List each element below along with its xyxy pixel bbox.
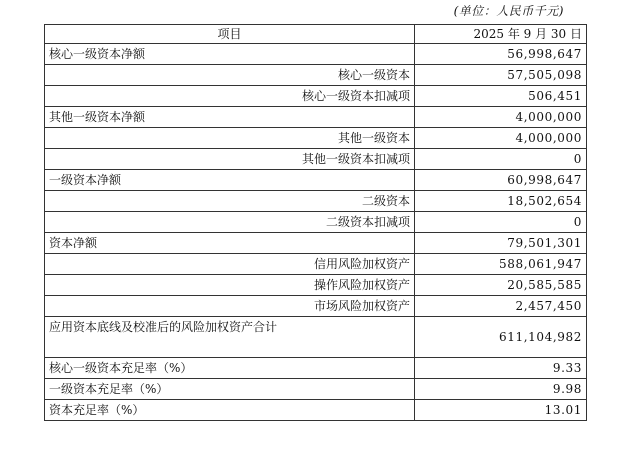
unit-note: (单位：人民币千元) bbox=[453, 4, 564, 18]
row-label: 其他一级资本净额 bbox=[45, 107, 415, 128]
table-row bbox=[45, 296, 587, 317]
header-item: 项目 bbox=[45, 25, 415, 44]
row-value: 13.01 bbox=[415, 400, 587, 421]
row-label: 信用风险加权资产 bbox=[45, 254, 415, 275]
capital-adequacy-table bbox=[44, 24, 587, 421]
row-value: 0 bbox=[415, 149, 587, 170]
row-value: 588,061,947 bbox=[415, 254, 587, 275]
table-row bbox=[45, 149, 587, 170]
table-row bbox=[45, 128, 587, 149]
row-label: 其他一级资本扣减项 bbox=[45, 149, 415, 170]
header-date: 2025 年 9 月 30 日 bbox=[415, 25, 587, 44]
row-value: 9.33 bbox=[415, 358, 587, 379]
row-label: 核心一级资本充足率（%） bbox=[45, 358, 415, 379]
row-label: 核心一级资本扣减项 bbox=[45, 86, 415, 107]
row-label: 核心一级资本净额 bbox=[45, 44, 415, 65]
table-row bbox=[45, 212, 587, 233]
row-value: 506,451 bbox=[415, 86, 587, 107]
row-label: 市场风险加权资产 bbox=[45, 296, 415, 317]
table-header-row bbox=[45, 25, 587, 44]
table-row bbox=[45, 275, 587, 296]
table-row bbox=[45, 254, 587, 275]
table-row bbox=[45, 86, 587, 107]
row-value: 0 bbox=[415, 212, 587, 233]
row-value: 611,104,982 bbox=[415, 317, 587, 358]
row-value: 9.98 bbox=[415, 379, 587, 400]
row-label: 二级资本扣减项 bbox=[45, 212, 415, 233]
row-label: 核心一级资本 bbox=[45, 65, 415, 86]
row-value: 56,998,647 bbox=[415, 44, 587, 65]
row-value: 60,998,647 bbox=[415, 170, 587, 191]
table-row bbox=[45, 65, 587, 86]
row-value: 18,502,654 bbox=[415, 191, 587, 212]
table-row bbox=[45, 317, 587, 358]
row-value: 4,000,000 bbox=[415, 107, 587, 128]
row-value: 20,585,585 bbox=[415, 275, 587, 296]
row-value: 79,501,301 bbox=[415, 233, 587, 254]
table-row bbox=[45, 44, 587, 65]
table-row bbox=[45, 379, 587, 400]
table-row bbox=[45, 358, 587, 379]
row-value: 2,457,450 bbox=[415, 296, 587, 317]
table-row bbox=[45, 400, 587, 421]
row-label: 资本净额 bbox=[45, 233, 415, 254]
row-label: 应用资本底线及校准后的风险加权资产合计 bbox=[45, 317, 415, 358]
table-row bbox=[45, 191, 587, 212]
table-row bbox=[45, 170, 587, 191]
row-label: 资本充足率（%） bbox=[45, 400, 415, 421]
table-row bbox=[45, 233, 587, 254]
row-label: 其他一级资本 bbox=[45, 128, 415, 149]
row-label: 一级资本净额 bbox=[45, 170, 415, 191]
row-value: 57,505,098 bbox=[415, 65, 587, 86]
row-label: 操作风险加权资产 bbox=[45, 275, 415, 296]
table-row bbox=[45, 107, 587, 128]
row-label: 一级资本充足率（%） bbox=[45, 379, 415, 400]
row-label: 二级资本 bbox=[45, 191, 415, 212]
row-value: 4,000,000 bbox=[415, 128, 587, 149]
